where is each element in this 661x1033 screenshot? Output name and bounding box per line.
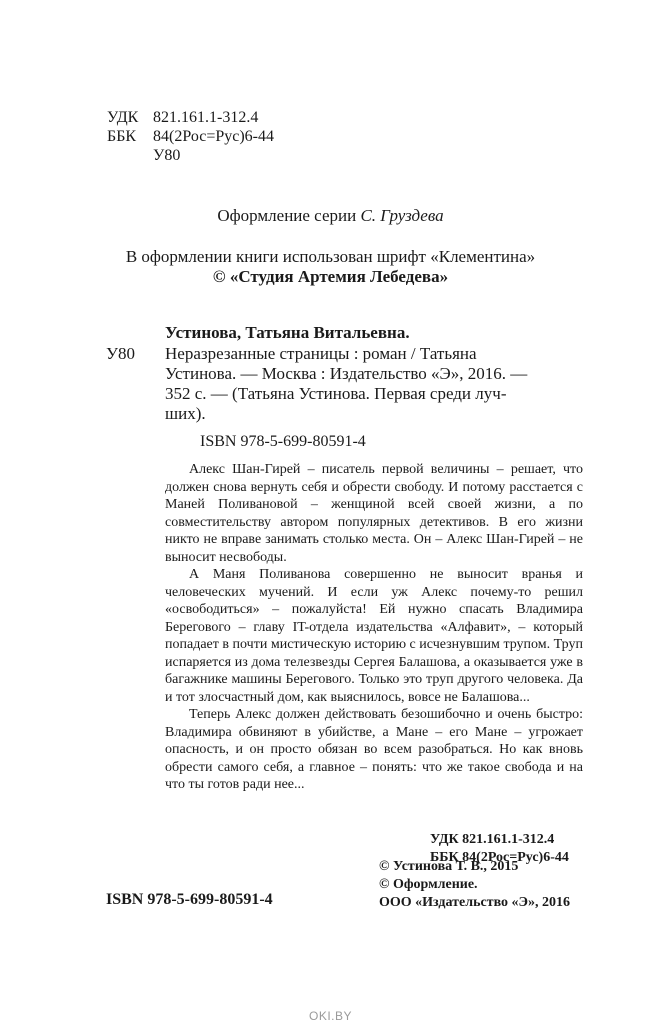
series-design-credit bbox=[0, 206, 661, 226]
bib-line: Неразрезанные страницы : роман / Татьяна bbox=[165, 344, 477, 363]
udk-bottom: УДК 821.161.1-312.4 bbox=[430, 832, 555, 847]
annotation-paragraph: Теперь Алекс должен действовать безошибочно и очень быстро: Владимира обвиняют в убийстве, а Мане – его Мане – угрожает опасность, и он просто обязан во всем разобраться. Но как вновь обрести самого себя, а главное – понять: что же такое свобода и на что ты готов ради нее... bbox=[165, 707, 583, 792]
cutter-code: У80 bbox=[106, 344, 136, 363]
copyright-block bbox=[379, 858, 570, 912]
series-design-prefix: Оформление серии bbox=[217, 206, 357, 225]
annotation bbox=[165, 461, 583, 794]
bib-line: 352 с. — (Татьяна Устинова. Первая среди луч- bbox=[165, 384, 507, 403]
cutter-row bbox=[107, 146, 274, 165]
bbk-label: ББК bbox=[107, 128, 137, 145]
udk-row bbox=[107, 108, 274, 127]
series-designer-name: С. Груздева bbox=[360, 206, 444, 225]
copyright-publisher: ООО «Издательство «Э», 2016 bbox=[379, 895, 571, 910]
udk-label: УДК bbox=[107, 109, 139, 126]
font-note: В оформлении книги использован шрифт «Клементина» bbox=[125, 247, 536, 266]
isbn-main: ISBN 978-5-699-80591-4 bbox=[200, 433, 366, 450]
bbk-value: 84(2Рос=Рус)6-44 bbox=[153, 128, 275, 145]
annotation-paragraph: А Маня Поливанова совершенно не выносит вранья и человеческих мучений. И если уж Алекс почему-то решил «освободиться» – пожалуйста! Ей нужно спасать Владимира Берегового – главу IT-отдела издательства «Алфавит», – который попадает в почти мистическую историю с исчезнувшим трупом. Труп испаряется из дома телезвезды Сергея Балашова, а оказывается уже в багажнике машины Берегового. Только это труп другого человека. Да и тот злосчастный дом, как выяснилось, вовсе не Балашова... bbox=[165, 567, 583, 705]
cutter-value: У80 bbox=[153, 147, 181, 164]
bib-line: Устинова. — Москва : Издательство «Э», 2016. — bbox=[165, 364, 528, 383]
classification-codes-top bbox=[107, 108, 274, 165]
bbk-bottom: ББК 84(2Рос=Рус)6-44 bbox=[430, 850, 569, 865]
copyright-design: © Оформление. bbox=[379, 877, 478, 892]
bibliographic-description bbox=[165, 344, 583, 424]
bib-line: ших). bbox=[165, 404, 206, 423]
source-watermark: OKI.BY bbox=[308, 1009, 352, 1023]
annotation-paragraph: Алекс Шан-Гирей – писатель первой величины – решает, что должен снова вернуть себя и обрести свободу. И потому расстается с Маней Поливановой – женщиной всей своей жизни, а по совместительству автором популярных детективов. В его жизни никто не вправе занимать столько места. Он – Алекс Шан-Гирей – не выносит несвободы. bbox=[165, 462, 583, 565]
bbk-row bbox=[107, 127, 274, 146]
author-heading: Устинова, Татьяна Витальевна. bbox=[165, 323, 410, 342]
udk-value: 821.161.1-312.4 bbox=[153, 109, 259, 126]
studio-copyright: © «Студия Артемия Лебедева» bbox=[212, 267, 449, 286]
copyright-author: © Устинова Т. В., 2015 bbox=[379, 859, 519, 874]
isbn-bottom: ISBN 978-5-699-80591-4 bbox=[106, 891, 273, 908]
